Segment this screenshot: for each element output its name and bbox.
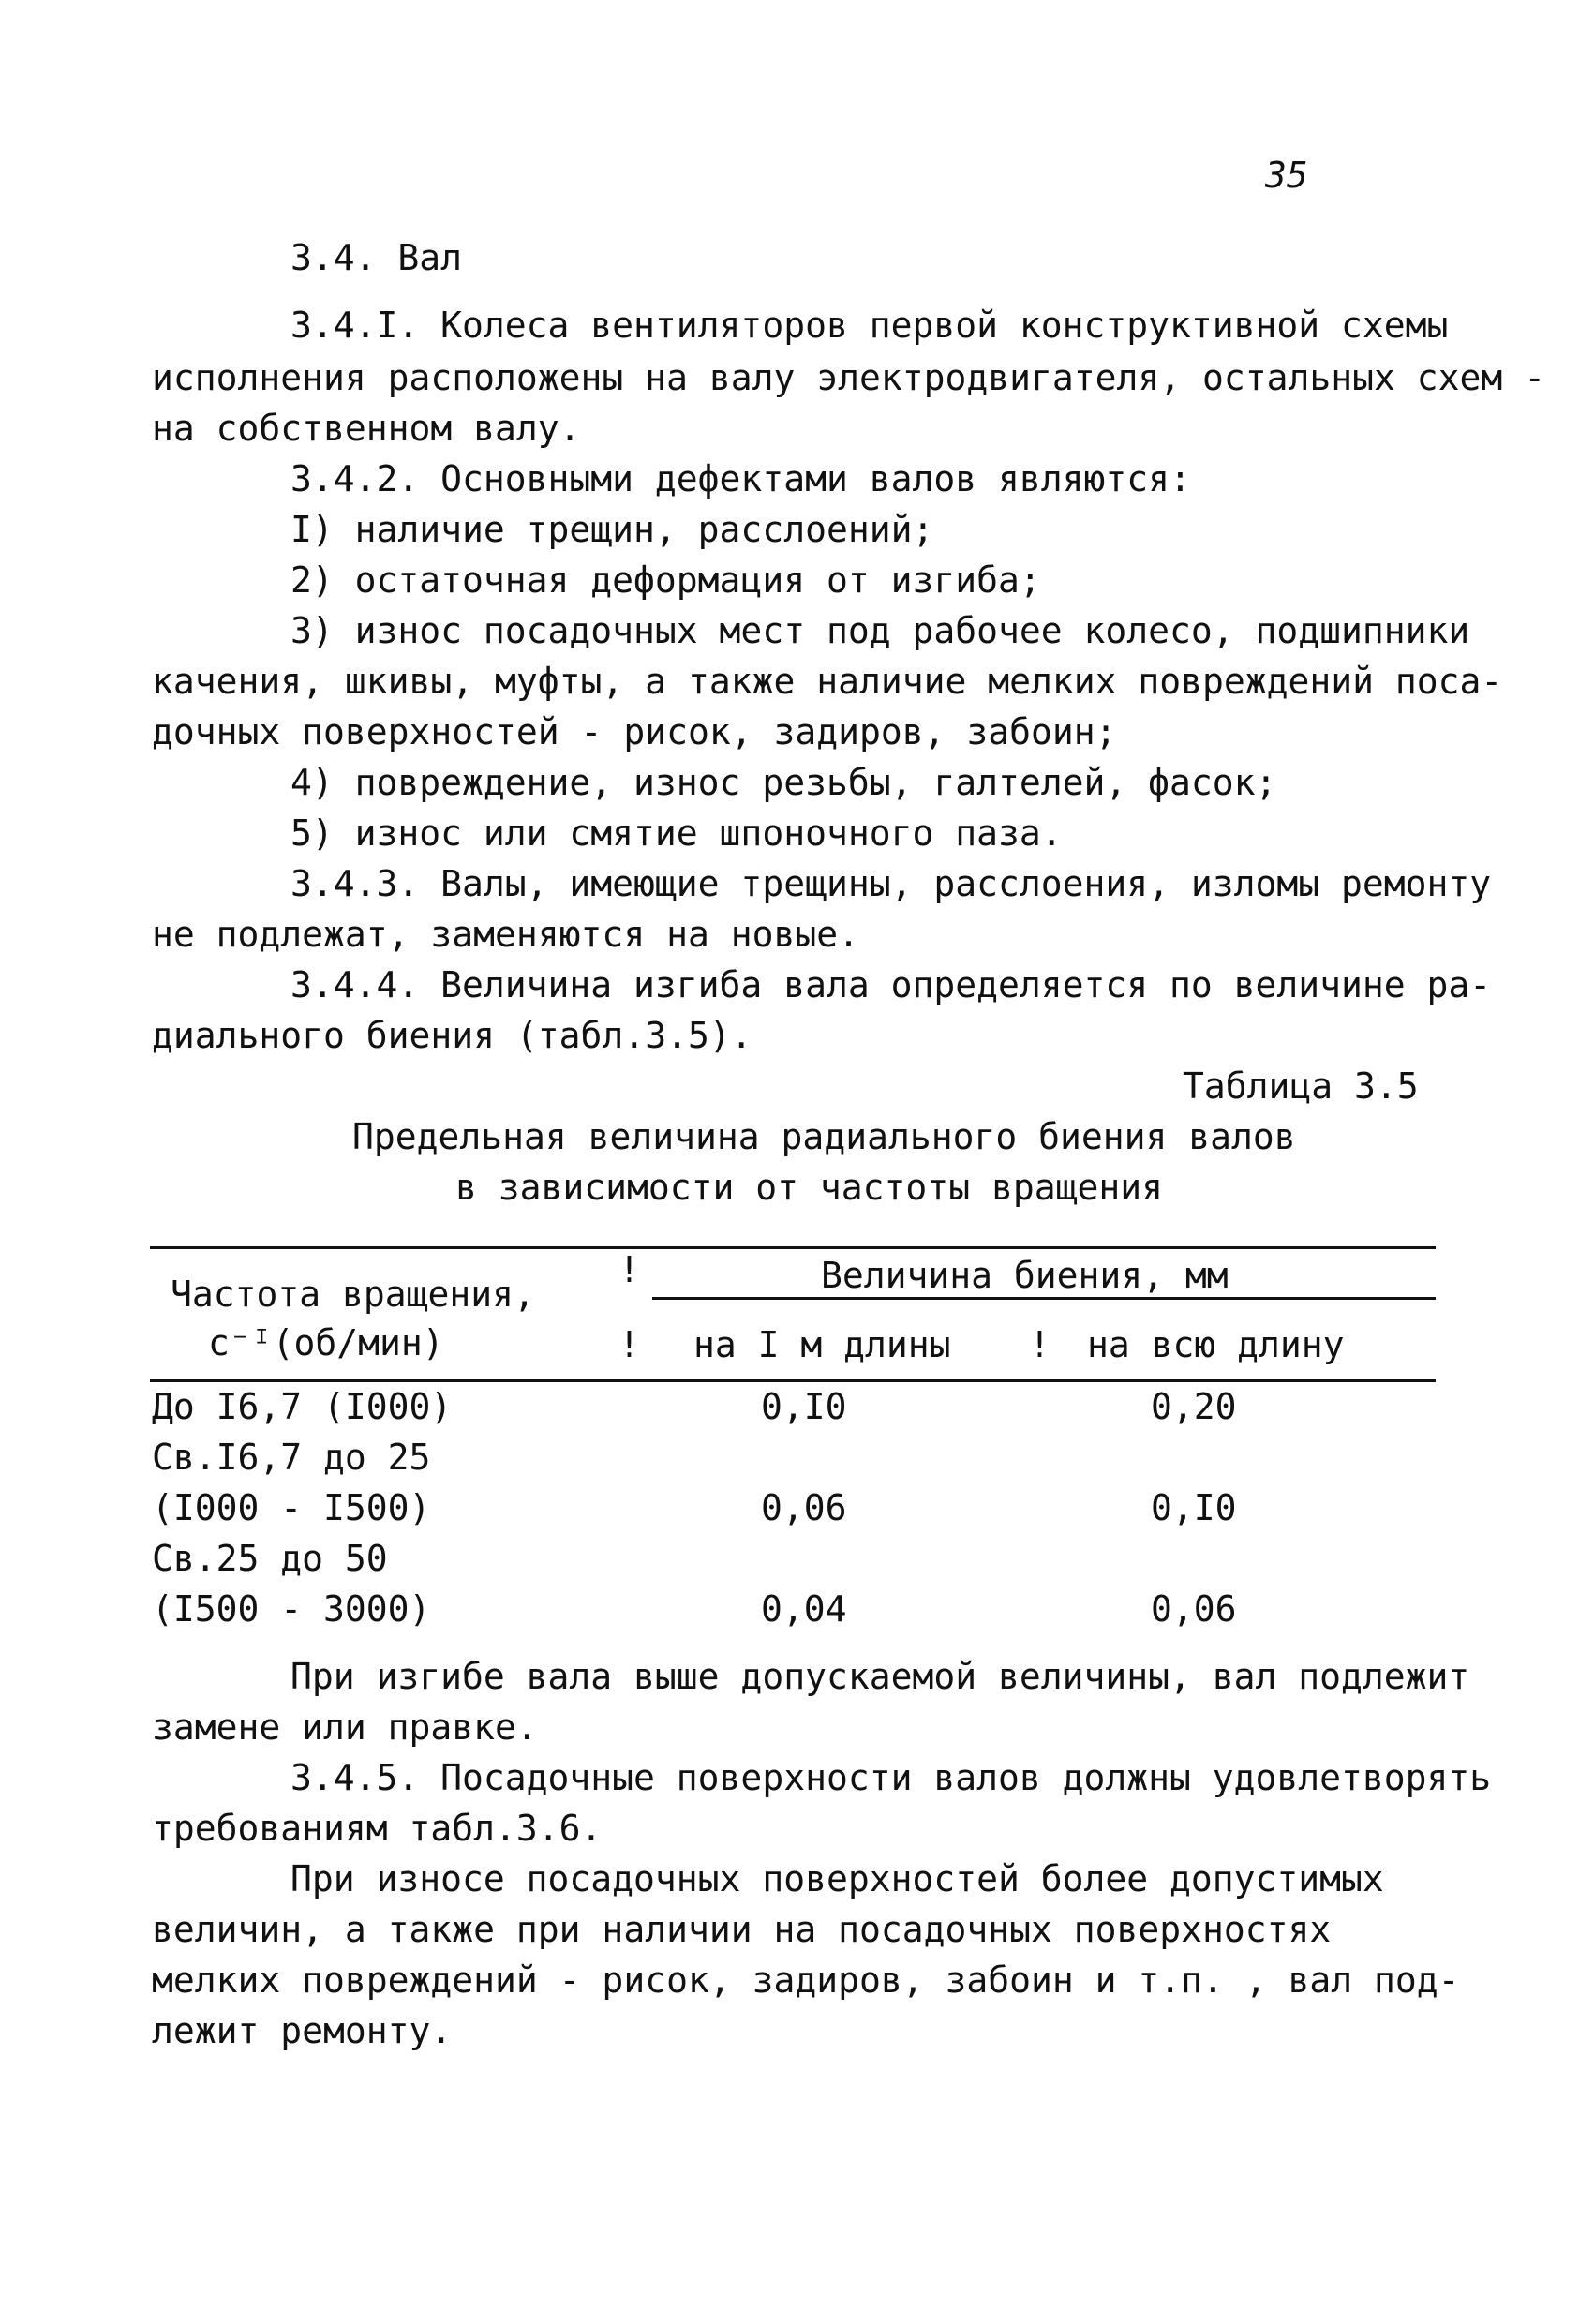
table-header-bottom-rule xyxy=(150,1379,1436,1382)
paragraph-3-4-5-line-1: 3.4.5. Посадочные поверхности валов должны удовлетворять xyxy=(290,1757,1492,1798)
list-item-4: 4) повреждение, износ резьбы, галтелей, фасок; xyxy=(290,762,1277,803)
paragraph-wear-line-1: При износе посадочных поверхностей более допустимых xyxy=(290,1858,1384,1899)
list-item-3-line-1: 3) износ посадочных мест под рабочее колесо, подшипники xyxy=(290,610,1470,651)
paragraph-3-4-5-line-2: требованиям табл.3.6. xyxy=(152,1808,603,1849)
list-item-2: 2) остаточная деформация от изгиба; xyxy=(290,559,1041,601)
table-cell-runout-full-length: 0,06 xyxy=(1151,1588,1237,1630)
table-cell-frequency: Св.25 до 50 xyxy=(152,1538,388,1579)
table-cell-runout-per-meter: 0,I0 xyxy=(761,1386,847,1427)
table-cell-runout-full-length: 0,20 xyxy=(1151,1386,1237,1427)
paragraph-3-4-3-line-1: 3.4.3. Валы, имеющие трещины, расслоения, изломы ремонту xyxy=(290,863,1492,904)
paragraph-3-4-1-line-2: исполнения расположены на валу электродвигателя, остальных схем - xyxy=(152,357,1546,398)
table-separator: ! xyxy=(618,1324,640,1365)
table-cell-frequency: (I500 - 3000) xyxy=(152,1588,431,1630)
list-item-3-line-2: качения, шкивы, муфты, а также наличие мелких повреждений поса- xyxy=(152,661,1503,702)
table-label: Таблица 3.5 xyxy=(1183,1065,1419,1107)
table-header-per-meter: на I м длины xyxy=(693,1324,951,1365)
paragraph-3-4-1-line-1: 3.4.I. Колеса вентиляторов первой конструктивной схемы xyxy=(290,305,1449,346)
paragraph-3-4-4-line-2: диального биения (табл.3.5). xyxy=(152,1015,752,1056)
paragraph-wear-line-4: лежит ремонту. xyxy=(152,2010,453,2051)
table-group-rule xyxy=(652,1297,1436,1300)
table-title-line-1: Предельная величина радиального биения валов xyxy=(352,1116,1296,1157)
table-title-line-2: в зависимости от частоты вращения xyxy=(455,1167,1163,1208)
table-cell-frequency: Св.I6,7 до 25 xyxy=(152,1437,431,1478)
table-header-frequency-line-2: с⁻ᴵ(об/мин) xyxy=(208,1322,444,1363)
section-heading: 3.4. Вал xyxy=(290,237,463,278)
paragraph-3-4-2: 3.4.2. Основными дефектами валов являются: xyxy=(290,458,1191,499)
paragraph-3-4-3-line-2: не подлежат, заменяются на новые. xyxy=(152,914,859,955)
table-header-frequency-line-1: Частота вращения, xyxy=(171,1274,535,1315)
paragraph-3-4-4-line-1: 3.4.4. Величина изгиба вала определяется по величине ра- xyxy=(290,964,1492,1006)
table-header-runout-group: Величина биения, мм xyxy=(821,1255,1229,1296)
table-separator: ! xyxy=(618,1249,640,1290)
paragraph-bend-line-2: замене или правке. xyxy=(152,1706,538,1748)
list-item-5: 5) износ или смятие шпоночного паза. xyxy=(290,812,1063,854)
paragraph-wear-line-2: величин, а также при наличии на посадочных поверхностях xyxy=(152,1909,1332,1950)
table-cell-runout-per-meter: 0,04 xyxy=(761,1588,847,1630)
table-cell-frequency: (I000 - I500) xyxy=(152,1487,431,1528)
paragraph-wear-line-3: мелких повреждений - рисок, задиров, забоин и т.п. , вал под- xyxy=(152,1959,1460,2001)
paragraph-3-4-1-line-3: на собственном валу. xyxy=(152,408,581,449)
page-number: 35 xyxy=(1265,155,1308,196)
paragraph-bend-line-1: При изгибе вала выше допускаемой величины, вал подлежит xyxy=(290,1656,1470,1697)
table-cell-frequency: До I6,7 (I000) xyxy=(152,1386,453,1427)
table-cell-runout-full-length: 0,I0 xyxy=(1151,1487,1237,1528)
table-cell-runout-per-meter: 0,06 xyxy=(761,1487,847,1528)
table-separator: ! xyxy=(1029,1324,1050,1365)
list-item-1: I) наличие трещин, расслоений; xyxy=(290,509,934,550)
table-top-rule xyxy=(150,1246,1436,1249)
table-header-full-length: на всю длину xyxy=(1087,1324,1345,1365)
list-item-3-line-3: дочных поверхностей - рисок, задиров, забоин; xyxy=(152,711,1117,752)
